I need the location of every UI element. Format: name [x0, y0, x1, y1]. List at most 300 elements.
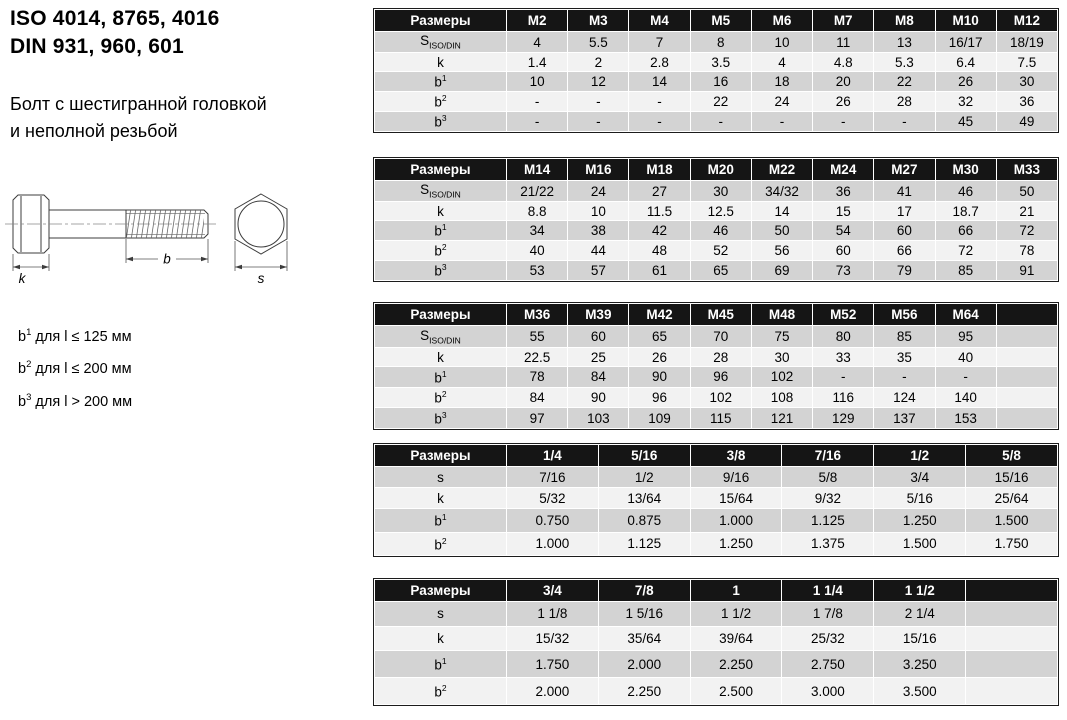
value-cell: 95	[936, 326, 996, 347]
col-header: 7/8	[599, 580, 690, 601]
data-table	[373, 8, 1059, 133]
table-row	[375, 53, 1057, 70]
value-cell: 5/16	[874, 488, 965, 508]
row-label: $b^3$	[375, 408, 506, 428]
value-cell: 22	[691, 92, 751, 111]
value-cell: 4.8	[813, 53, 873, 70]
value-cell: 2	[568, 53, 628, 70]
value-cell	[997, 388, 1057, 408]
value-cell: 1.375	[782, 533, 873, 555]
col-header: M36	[507, 304, 567, 325]
value-cell: 9/32	[782, 488, 873, 508]
value-cell	[997, 408, 1057, 428]
col-header: 5/8	[966, 445, 1057, 466]
value-cell: 60	[568, 326, 628, 347]
value-cell: 30	[997, 72, 1057, 91]
value-cell: -	[752, 112, 812, 131]
col-header: M27	[874, 159, 934, 180]
value-cell: 60	[813, 241, 873, 260]
row-label: $S_{ISO/DIN}$	[375, 326, 506, 347]
value-cell: 137	[874, 408, 934, 428]
value-cell: 60	[874, 221, 934, 240]
table-row	[375, 112, 1057, 131]
row-label: $b^1$	[375, 509, 506, 531]
value-cell: 42	[629, 221, 689, 240]
value-cell: 21	[997, 202, 1057, 219]
value-cell: -	[874, 112, 934, 131]
col-header: M16	[568, 159, 628, 180]
value-cell	[966, 627, 1057, 651]
col-header: M64	[936, 304, 996, 325]
col-header: M56	[874, 304, 934, 325]
value-cell: -	[936, 367, 996, 387]
table-row	[375, 533, 1057, 555]
note-b3	[18, 384, 132, 416]
value-cell: 78	[997, 241, 1057, 260]
row-label: $b^2$	[375, 388, 506, 408]
dim-label-b: b	[163, 251, 171, 267]
data-table	[373, 157, 1059, 282]
value-cell: 1.750	[507, 651, 598, 677]
value-cell: 79	[874, 261, 934, 280]
note-symbol: b	[18, 328, 27, 345]
value-cell: 24	[752, 92, 812, 111]
value-cell: 84	[568, 367, 628, 387]
value-cell: 2.250	[599, 678, 690, 704]
value-cell: 116	[813, 388, 873, 408]
value-cell: 1.250	[691, 533, 782, 555]
value-cell: 1/2	[599, 467, 690, 487]
value-cell: 14	[752, 202, 812, 219]
table-row	[375, 348, 1057, 366]
value-cell: 32	[936, 92, 996, 111]
note-superscript: 2	[26, 359, 32, 371]
value-cell: 3/4	[874, 467, 965, 487]
value-cell: -	[813, 112, 873, 131]
value-cell: 90	[629, 367, 689, 387]
col-header: M7	[813, 10, 873, 31]
value-cell: 15/16	[874, 627, 965, 651]
value-cell: 16	[691, 72, 751, 91]
value-cell: 57	[568, 261, 628, 280]
value-cell: 25/64	[966, 488, 1057, 508]
value-cell: 22.5	[507, 348, 567, 366]
data-table	[373, 302, 1059, 430]
value-cell: 13/64	[599, 488, 690, 508]
value-cell: 85	[936, 261, 996, 280]
col-header: M48	[752, 304, 812, 325]
value-cell: 56	[752, 241, 812, 260]
value-cell: 102	[752, 367, 812, 387]
row-label: $b^1$	[375, 221, 506, 240]
value-cell: 26	[936, 72, 996, 91]
value-cell: -	[874, 367, 934, 387]
value-cell: 90	[568, 388, 628, 408]
description-line-2: и неполной резьбой	[10, 121, 178, 141]
value-cell: 34/32	[752, 181, 812, 201]
value-cell: 5.3	[874, 53, 934, 70]
value-cell: 28	[874, 92, 934, 111]
col-header: M45	[691, 304, 751, 325]
value-cell: 73	[813, 261, 873, 280]
col-header: M20	[691, 159, 751, 180]
note-text: для l ≤ 200 мм	[31, 361, 132, 378]
value-cell: 80	[813, 326, 873, 347]
row-label: $b^1$	[375, 72, 506, 91]
value-cell: 27	[629, 181, 689, 201]
value-cell: 18.7	[936, 202, 996, 219]
col-header: 1/2	[874, 445, 965, 466]
value-cell: 1 1/2	[691, 602, 782, 626]
col-header	[997, 304, 1057, 325]
col-header: 3/8	[691, 445, 782, 466]
value-cell: 15/16	[966, 467, 1057, 487]
col-header: 1	[691, 580, 782, 601]
col-header: M3	[568, 10, 628, 31]
table-metric-m2-m12	[373, 8, 1059, 133]
value-cell	[966, 602, 1057, 626]
value-cell: 7	[629, 32, 689, 52]
col-header: M14	[507, 159, 567, 180]
value-cell: 30	[691, 181, 751, 201]
row-label: $b^1$	[375, 367, 506, 387]
value-cell: 15/64	[691, 488, 782, 508]
value-cell: 13	[874, 32, 934, 52]
dim-label-s: s	[257, 271, 265, 286]
value-cell: 26	[629, 348, 689, 366]
value-cell: 1.000	[691, 509, 782, 531]
value-cell: 85	[874, 326, 934, 347]
value-cell: 1 5/16	[599, 602, 690, 626]
value-cell: 12	[568, 72, 628, 91]
row-label: $b^2$	[375, 241, 506, 260]
value-cell: 8.8	[507, 202, 567, 219]
size-header: Размеры	[375, 159, 506, 180]
value-cell: 15/32	[507, 627, 598, 651]
value-cell: 2.500	[691, 678, 782, 704]
value-cell: 54	[813, 221, 873, 240]
value-cell: 1.125	[599, 533, 690, 555]
value-cell: 35/64	[599, 627, 690, 651]
table-row	[375, 326, 1057, 347]
value-cell: 108	[752, 388, 812, 408]
col-header: M2	[507, 10, 567, 31]
col-header: M22	[752, 159, 812, 180]
value-cell: 2 1/4	[874, 602, 965, 626]
value-cell: 84	[507, 388, 567, 408]
value-cell	[997, 348, 1057, 366]
value-cell	[966, 651, 1057, 677]
value-cell: 18	[752, 72, 812, 91]
row-label: $b^2$	[375, 92, 506, 111]
value-cell: 129	[813, 408, 873, 428]
value-cell: 12.5	[691, 202, 751, 219]
note-superscript: 3	[26, 391, 32, 403]
table-metric-m36-m64	[373, 302, 1059, 430]
value-cell: 15	[813, 202, 873, 219]
value-cell: 44	[568, 241, 628, 260]
value-cell: 1.4	[507, 53, 567, 70]
dimension-lines	[13, 239, 287, 271]
table-inch-3-4-to-1-1-2	[373, 578, 1059, 706]
value-cell	[997, 326, 1057, 347]
col-header: 1/4	[507, 445, 598, 466]
row-label: $b^2$	[375, 678, 506, 704]
table-row	[375, 467, 1057, 487]
value-cell: 2.000	[599, 651, 690, 677]
value-cell: 28	[691, 348, 751, 366]
value-cell: 65	[691, 261, 751, 280]
value-cell: 7/16	[507, 467, 598, 487]
value-cell: 48	[629, 241, 689, 260]
value-cell: 7.5	[997, 53, 1057, 70]
value-cell: 21/22	[507, 181, 567, 201]
value-cell: -	[691, 112, 751, 131]
value-cell: 66	[936, 221, 996, 240]
value-cell: 69	[752, 261, 812, 280]
value-cell: 40	[507, 241, 567, 260]
table-row	[375, 72, 1057, 91]
table-inch-1-4-to-5-8	[373, 443, 1059, 557]
row-label: k	[375, 202, 506, 219]
value-cell: 72	[997, 221, 1057, 240]
value-cell: 40	[936, 348, 996, 366]
value-cell: 1.750	[966, 533, 1057, 555]
col-header: 5/16	[599, 445, 690, 466]
value-cell: 3.5	[691, 53, 751, 70]
value-cell: 36	[997, 92, 1057, 111]
value-cell: 78	[507, 367, 567, 387]
table-row	[375, 181, 1057, 201]
value-cell: 66	[874, 241, 934, 260]
row-label: $b^3$	[375, 112, 506, 131]
col-header: M5	[691, 10, 751, 31]
value-cell: 10	[568, 202, 628, 219]
table-row	[375, 261, 1057, 280]
value-cell: 41	[874, 181, 934, 201]
value-cell: 97	[507, 408, 567, 428]
col-header: M30	[936, 159, 996, 180]
value-cell: 1.125	[782, 509, 873, 531]
dimension-arrows	[13, 257, 287, 270]
value-cell: 25/32	[782, 627, 873, 651]
value-cell: 25	[568, 348, 628, 366]
value-cell: 53	[507, 261, 567, 280]
value-cell: 140	[936, 388, 996, 408]
size-header: Размеры	[375, 580, 506, 601]
data-table	[373, 443, 1059, 557]
value-cell: 39/64	[691, 627, 782, 651]
value-cell: -	[629, 112, 689, 131]
value-cell: 9/16	[691, 467, 782, 487]
value-cell: 14	[629, 72, 689, 91]
standards-title	[10, 5, 220, 61]
note-b2	[18, 351, 132, 383]
row-label: $b^3$	[375, 261, 506, 280]
row-label: k	[375, 627, 506, 651]
description-line-1: Болт с шестигранной головкой	[10, 94, 267, 114]
note-symbol: b	[18, 361, 27, 378]
size-header: Размеры	[375, 445, 506, 466]
dim-label-k: k	[18, 271, 26, 286]
row-label: $b^1$	[375, 651, 506, 677]
table-row	[375, 92, 1057, 111]
value-cell: 4	[507, 32, 567, 52]
table-row	[375, 388, 1057, 408]
size-header: Размеры	[375, 10, 506, 31]
value-cell: 5.5	[568, 32, 628, 52]
value-cell: 2.000	[507, 678, 598, 704]
value-cell: 17	[874, 202, 934, 219]
value-cell	[966, 678, 1057, 704]
note-superscript: 1	[26, 327, 32, 338]
col-header: M8	[874, 10, 934, 31]
table-metric-m14-m33	[373, 157, 1059, 282]
value-cell: 6.4	[936, 53, 996, 70]
value-cell: 38	[568, 221, 628, 240]
value-cell: 96	[629, 388, 689, 408]
hex-inscribed-circle	[238, 201, 284, 247]
note-text: для l > 200 мм	[31, 393, 133, 410]
table-row	[375, 678, 1057, 704]
thread-length-notes	[18, 319, 132, 416]
col-header: M33	[997, 159, 1057, 180]
note-text: для l ≤ 125 мм	[31, 328, 132, 345]
value-cell: -	[568, 112, 628, 131]
col-header: 1 1/4	[782, 580, 873, 601]
row-label: $S_{ISO/DIN}$	[375, 32, 506, 52]
iso-standards-line: ISO 4014, 8765, 4016	[10, 7, 220, 30]
row-label: s	[375, 602, 506, 626]
col-header: M42	[629, 304, 689, 325]
value-cell: 11	[813, 32, 873, 52]
note-b1	[18, 319, 132, 351]
table-row	[375, 602, 1057, 626]
value-cell: 3.500	[874, 678, 965, 704]
value-cell: 50	[752, 221, 812, 240]
value-cell: 30	[752, 348, 812, 366]
value-cell: 0.750	[507, 509, 598, 531]
value-cell: 1 7/8	[782, 602, 873, 626]
table-row	[375, 408, 1057, 428]
value-cell: 1.500	[874, 533, 965, 555]
value-cell: 46	[936, 181, 996, 201]
col-header: M6	[752, 10, 812, 31]
value-cell: 96	[691, 367, 751, 387]
value-cell: 10	[752, 32, 812, 52]
value-cell: -	[568, 92, 628, 111]
value-cell: 4	[752, 53, 812, 70]
value-cell: 121	[752, 408, 812, 428]
value-cell: 2.8	[629, 53, 689, 70]
value-cell: 20	[813, 72, 873, 91]
value-cell: 5/8	[782, 467, 873, 487]
col-header: M12	[997, 10, 1057, 31]
value-cell: 75	[752, 326, 812, 347]
value-cell: 22	[874, 72, 934, 91]
value-cell: 91	[997, 261, 1057, 280]
value-cell: -	[813, 367, 873, 387]
row-label: k	[375, 488, 506, 508]
table-row	[375, 241, 1057, 260]
value-cell: 3.000	[782, 678, 873, 704]
value-cell: 49	[997, 112, 1057, 131]
table-row	[375, 202, 1057, 219]
row-label: $S_{ISO/DIN}$	[375, 181, 506, 201]
col-header: M18	[629, 159, 689, 180]
value-cell: 50	[997, 181, 1057, 201]
table-row	[375, 367, 1057, 387]
product-description	[10, 91, 267, 145]
col-header: M39	[568, 304, 628, 325]
value-cell: 55	[507, 326, 567, 347]
row-label: $b^2$	[375, 533, 506, 555]
value-cell: 103	[568, 408, 628, 428]
row-label: k	[375, 53, 506, 70]
value-cell: 35	[874, 348, 934, 366]
value-cell: 26	[813, 92, 873, 111]
value-cell: 1.500	[966, 509, 1057, 531]
row-label: k	[375, 348, 506, 366]
value-cell: -	[507, 92, 567, 111]
value-cell: 16/17	[936, 32, 996, 52]
value-cell: 2.750	[782, 651, 873, 677]
value-cell: 1 1/8	[507, 602, 598, 626]
value-cell: 2.250	[691, 651, 782, 677]
value-cell: 0.875	[599, 509, 690, 531]
table-row	[375, 488, 1057, 508]
col-header: M10	[936, 10, 996, 31]
table-row	[375, 221, 1057, 240]
table-row	[375, 32, 1057, 52]
value-cell: 61	[629, 261, 689, 280]
bolt-technical-drawing	[4, 190, 324, 290]
value-cell: 1.250	[874, 509, 965, 531]
data-table	[373, 578, 1059, 706]
value-cell: 10	[507, 72, 567, 91]
note-symbol: b	[18, 393, 27, 410]
value-cell: -	[507, 112, 567, 131]
value-cell: 34	[507, 221, 567, 240]
value-cell: 1.000	[507, 533, 598, 555]
table-row	[375, 627, 1057, 651]
col-header: M4	[629, 10, 689, 31]
col-header: 3/4	[507, 580, 598, 601]
col-header: 7/16	[782, 445, 873, 466]
hex-end-view	[235, 194, 287, 254]
value-cell: 72	[936, 241, 996, 260]
value-cell: 11.5	[629, 202, 689, 219]
table-row	[375, 509, 1057, 531]
value-cell: 24	[568, 181, 628, 201]
value-cell: 18/19	[997, 32, 1057, 52]
value-cell: 115	[691, 408, 751, 428]
value-cell: 36	[813, 181, 873, 201]
size-header: Размеры	[375, 304, 506, 325]
row-label: s	[375, 467, 506, 487]
value-cell: 65	[629, 326, 689, 347]
col-header	[966, 580, 1057, 601]
value-cell: -	[629, 92, 689, 111]
value-cell: 109	[629, 408, 689, 428]
value-cell: 124	[874, 388, 934, 408]
value-cell: 45	[936, 112, 996, 131]
value-cell: 102	[691, 388, 751, 408]
value-cell: 52	[691, 241, 751, 260]
value-cell: 8	[691, 32, 751, 52]
value-cell: 3.250	[874, 651, 965, 677]
col-header: 1 1/2	[874, 580, 965, 601]
